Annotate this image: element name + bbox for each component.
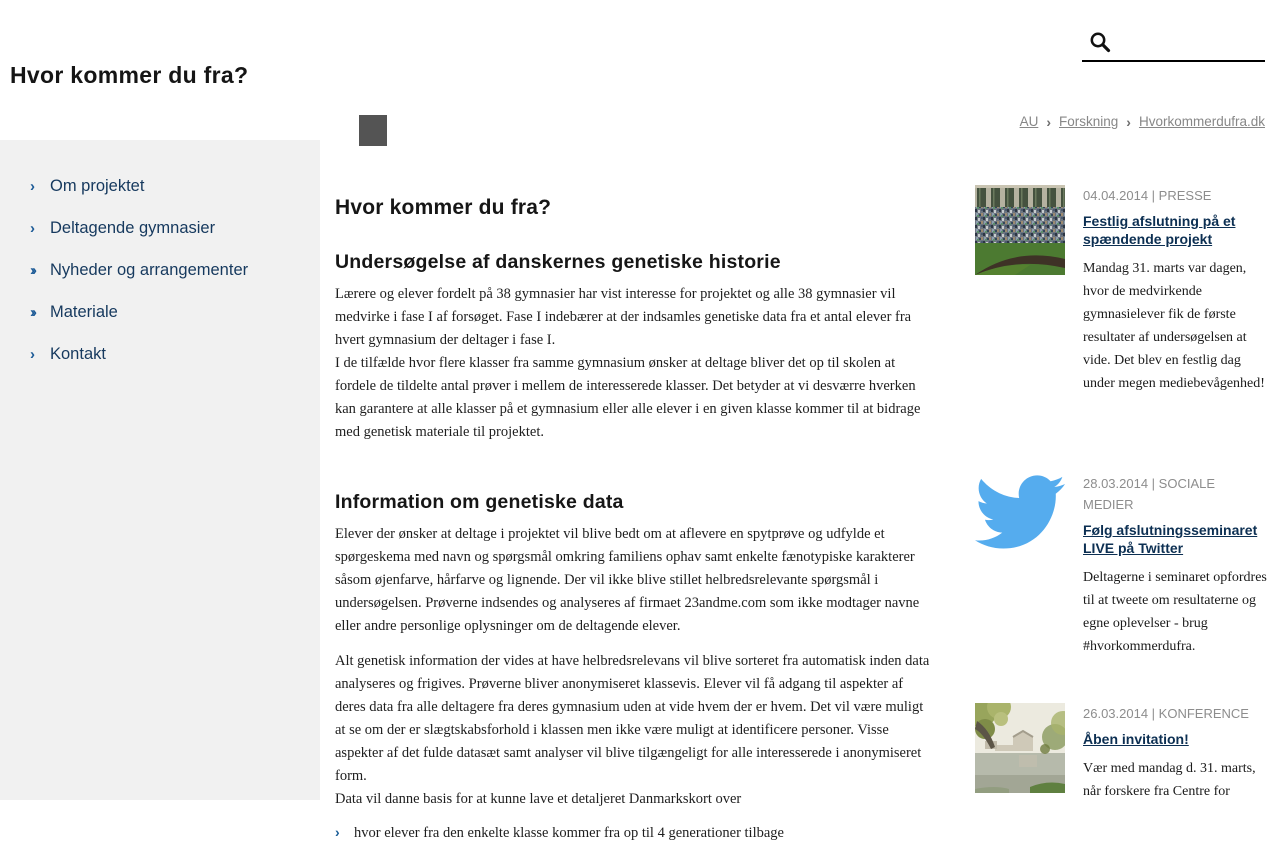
double-chevron-right-icon: ›› <box>30 262 34 279</box>
section-undersogelse <box>335 251 935 444</box>
news-item-sociale-medier <box>975 473 1275 658</box>
news-item-konference <box>975 703 1275 803</box>
crowd-photo[interactable] <box>975 185 1065 275</box>
news-date: 04.04.2014 | PRESSE <box>1083 188 1212 203</box>
paragraph: Lærere og elever fordelt på 38 gymnasier har vist interesse for projektet og alle 38 gymnasier vil medvirke i fase I af forsøget. Fase I indebærer at der indsamles genetiske data fra et antal elever fra hvert gymnasium der deltager i fase I. <box>335 286 912 348</box>
sidebar-item-label: Kontakt <box>50 345 106 363</box>
chevron-right-icon: › <box>30 178 32 195</box>
section-heading: Information om genetiske data <box>335 491 624 513</box>
sidebar-nav <box>0 178 320 388</box>
site-logo[interactable]: Hvor kommer du fra? <box>10 62 249 88</box>
page-title: Hvor kommer du fra? <box>335 196 552 219</box>
paragraph: Data vil danne basis for at kunne lave et detaljeret Danmarkskort over <box>335 791 742 807</box>
breadcrumb-link-hvorkommerdufra[interactable]: Hvorkommerdufra.dk <box>1138 114 1265 129</box>
sidebar-item-label: Materiale <box>50 303 118 321</box>
search-box <box>1082 26 1265 62</box>
news-date: 28.03.2014 | SOCIALE MEDIER <box>1083 476 1216 512</box>
news-date: 26.03.2014 | KONFERENCE <box>1083 706 1249 721</box>
sidebar-item-materiale[interactable] <box>0 304 320 321</box>
bullet-text: hvor elever fra den enkelte klasse kommer fra op til 4 generationer tilbage <box>354 825 784 841</box>
news-text <box>1083 703 1267 803</box>
sidebar-item-label: Om projektet <box>50 177 145 195</box>
news-text <box>1083 473 1267 658</box>
breadcrumb-link-au[interactable]: AU <box>1019 114 1039 129</box>
lake-photo[interactable] <box>975 703 1065 793</box>
menu-toggle-button[interactable] <box>359 115 387 146</box>
main-content <box>335 196 935 844</box>
section-heading: Undersøgelse af danskernes genetiske historie <box>335 251 781 273</box>
breadcrumb-separator-icon: › <box>1046 114 1051 130</box>
news-column <box>975 185 1275 800</box>
news-item-presse <box>975 185 1275 395</box>
sidebar-item-nyheder[interactable] <box>0 262 320 279</box>
section-information <box>335 491 935 844</box>
breadcrumb-separator-icon: › <box>1126 114 1131 130</box>
paragraph: Alt genetisk information der vides at have helbredsrelevans vil blive sorteret fra automatisk inden data analyseres og frigives. Prøverne bliver anonymiseret klassevis. Elever vil få adgang til aspekter af deres data fra alle deltagere fra deres gymnasium uden at vide hvem der er hvem. Det vil være muligt at se om der er slægtskabsforhold i klassen men ikke være muligt at identificere personer. Visse aspekter af det fulde datasæt samt analyser vil blive tilgængeligt for alle interesserede i anonymiseret form. <box>335 653 930 784</box>
paragraph: I de tilfælde hvor flere klasser fra samme gymnasium ønsker at deltage bliver det op til skolen at fordele de tildelte antal prøver i mellem de interesserede klasser. Det betyder at vi desværre hverken kan garantere at alle klasser på et gymnasium eller alle elever i en given klasse kommer til at bidrage med genetisk materiale til projektet. <box>335 355 921 440</box>
chevron-right-icon: › <box>30 346 32 363</box>
search-icon <box>1088 30 1112 54</box>
sidebar-item-kontakt[interactable] <box>0 346 320 363</box>
sidebar-item-deltagende-gymnasier[interactable] <box>0 220 320 237</box>
paragraph: Elever der ønsker at deltage i projektet vil blive bedt om at aflevere en spytprøve og udfylde et spørgeskema med navn og spørgsmål omkring familiens ophav samt enkelte fænotypiske karakterer såsom øjenfarve, hårfarve og lignende. Der vil ikke blive stillet helbredsrelevante spørgsmål i undersøgelsen. Prøverne indsendes og analyseres af firmaet 23andme.com som ikke modtager navne eller andre personlige oplysninger om de deltagende elever. <box>335 526 920 634</box>
sidebar-item-om-projektet[interactable] <box>0 178 320 195</box>
breadcrumb-link-forskning[interactable]: Forskning <box>1059 114 1119 129</box>
twitter-bird-icon[interactable] <box>975 473 1065 551</box>
search-input[interactable] <box>1118 30 1265 56</box>
news-text <box>1083 185 1267 395</box>
double-chevron-right-icon: ›› <box>30 304 34 321</box>
news-body: Vær med mandag d. 31. marts, når forskere fra Centre for <box>1083 761 1256 799</box>
list-item <box>335 822 935 844</box>
news-title-link[interactable]: Åben invitation! <box>1083 731 1189 747</box>
sidebar-item-label: Deltagende gymnasier <box>50 219 216 237</box>
news-title-link[interactable]: Festlig afslutning på et spændende projekt <box>1083 213 1236 247</box>
sidebar-item-label: Nyheder og arrangementer <box>50 261 249 279</box>
news-body: Deltagerne i seminaret opfordres til at tweete om resultaterne og egne oplevelser - brug #hvorkommerdufra. <box>1083 570 1267 654</box>
chevron-right-icon: › <box>335 824 340 840</box>
chevron-right-icon: › <box>30 220 32 237</box>
news-title-link[interactable]: Følg afslutningsseminaret LIVE på Twitter <box>1083 522 1258 556</box>
news-body: Mandag 31. marts var dagen, hvor de medvirkende gymnasielever fik de første resultater af undersøgelsen at vide. Det blev en festlig dag under megen mediebevågenhed! <box>1083 261 1265 391</box>
breadcrumb <box>1020 113 1265 129</box>
